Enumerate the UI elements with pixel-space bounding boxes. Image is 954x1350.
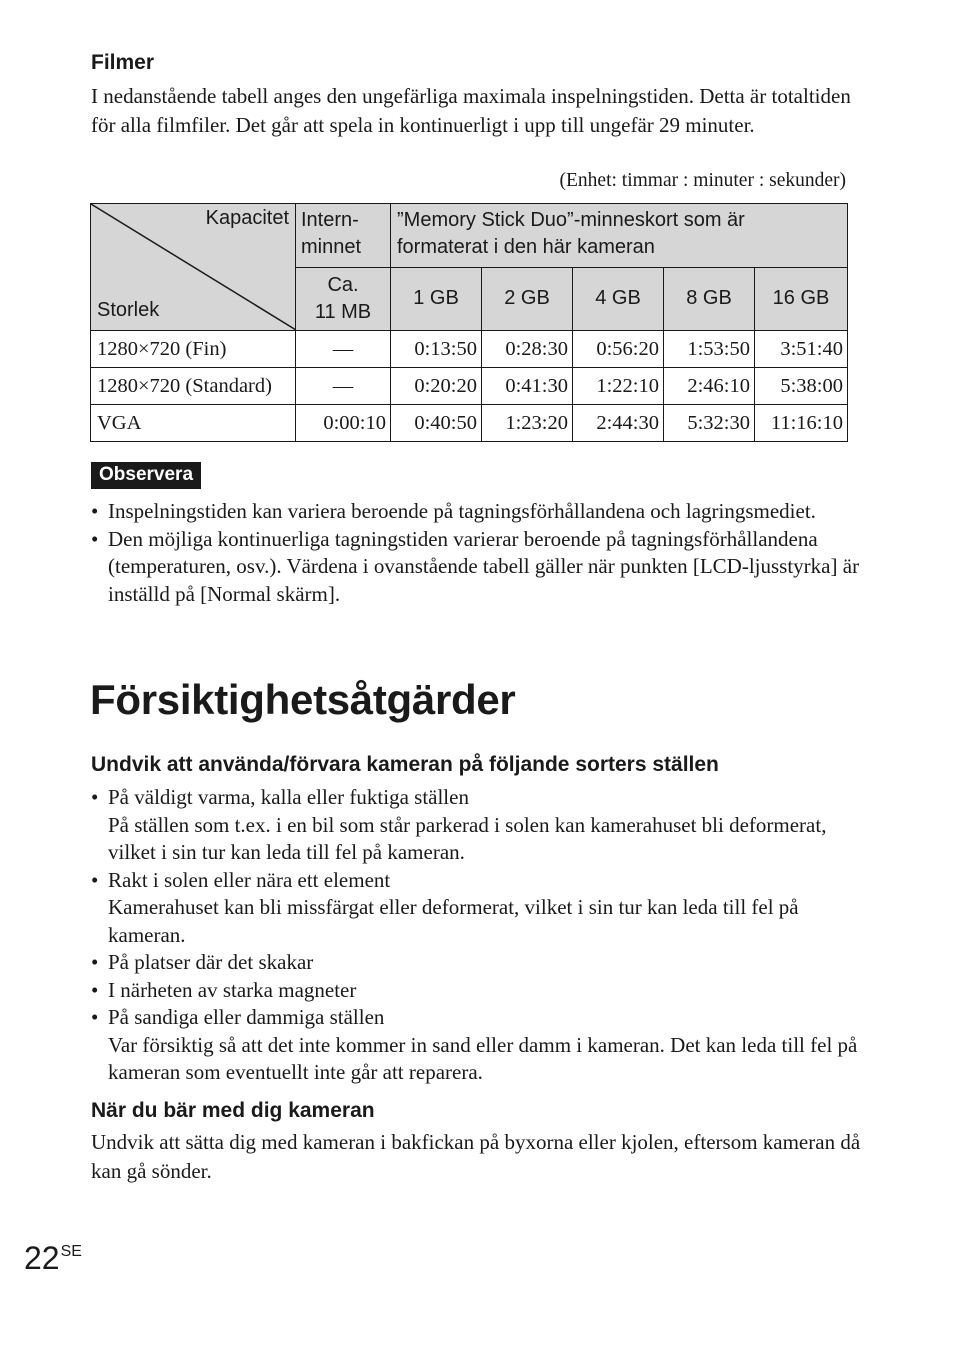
note-list <box>91 498 861 608</box>
corner-label-size: Storlek <box>97 299 160 321</box>
header-internal-capacity: Ca. 11 MB <box>296 267 391 331</box>
table-row <box>91 405 848 442</box>
row-value: 0:40:50 <box>391 405 482 442</box>
row-value: 0:41:30 <box>482 368 573 405</box>
header-internal-memory: Intern- minnet <box>296 204 391 268</box>
section-heading-movies: Filmer <box>91 51 155 74</box>
row-value: 5:38:00 <box>755 368 848 405</box>
row-size: VGA <box>91 405 296 442</box>
list-item: • Rakt i solen eller nära ett element Kamerahuset kan bli missfärgat eller deformerat, vilket i sin tur kan leda till fel på kameran. <box>91 867 861 950</box>
header-capacity: 16 GB <box>755 267 848 331</box>
header-capacity: 8 GB <box>664 267 755 331</box>
row-value: 2:46:10 <box>664 368 755 405</box>
header-capacity: 4 GB <box>573 267 664 331</box>
table-row <box>91 331 848 368</box>
corner-label-capacity: Kapacitet <box>205 207 289 229</box>
row-internal: 0:00:10 <box>296 405 391 442</box>
row-value: 2:44:30 <box>573 405 664 442</box>
row-value: 0:20:20 <box>391 368 482 405</box>
list-item: • På väldigt varma, kalla eller fuktiga ställen På ställen som t.ex. i en bil som står parkerad i solen kan kamerahuset bli deformerat, vilket i sin tur kan leda till fel på kameran. <box>91 784 861 867</box>
row-value: 1:53:50 <box>664 331 755 368</box>
row-value: 0:13:50 <box>391 331 482 368</box>
row-value: 3:51:40 <box>755 331 848 368</box>
list-item: • Den möjliga kontinuerliga tagningstiden varierar beroende på tagningsförhållandena (temperaturen, osv.). Värdena i ovanstående tabell gäller när punkten [LCD-ljusstyrka] är inställd på [Normal skärm]. <box>91 526 861 609</box>
row-value: 1:22:10 <box>573 368 664 405</box>
row-internal: — <box>296 368 391 405</box>
row-internal: — <box>296 331 391 368</box>
table-corner-cell <box>91 204 296 331</box>
list-item: • På sandiga eller dammiga ställen Var försiktig så att det inte kommer in sand eller damm i kameran. Det kan leda till fel på kameran som eventuellt inte går att reparera. <box>91 1004 861 1087</box>
unit-note: (Enhet: timmar : minuter : sekunder) <box>559 170 846 191</box>
page-title: Försiktighetsåtgärder <box>90 676 516 723</box>
list-item: • I närheten av starka magneter <box>91 977 861 1005</box>
language-code: SE <box>60 1243 82 1260</box>
list-item: • På platser där det skakar <box>91 949 861 977</box>
note-label: Observera <box>91 462 201 489</box>
row-value: 5:32:30 <box>664 405 755 442</box>
movies-intro: I nedanstående tabell anges den ungefärliga maximala inspelningstiden. Detta är totaltiden för alla filmfiler. Det går att spela in kontinuerligt i upp till ungefär 29 minuter. <box>91 84 851 137</box>
carry-text: Undvik att sätta dig med kameran i bakfickan på byxorna eller kjolen, eftersom kameran då kan gå sönder. <box>91 1130 861 1183</box>
table-row <box>91 368 848 405</box>
avoid-list <box>91 784 861 1087</box>
header-memory-card: ”Memory Stick Duo”-minneskort som är formaterat i den här kameran <box>391 204 848 268</box>
list-item: • Inspelningstiden kan variera beroende på tagningsförhållandena och lagringsmediet. <box>91 498 861 526</box>
row-size: 1280×720 (Standard) <box>91 368 296 405</box>
row-size: 1280×720 (Fin) <box>91 331 296 368</box>
page-number: $22^{SE}$ <box>24 1240 82 1276</box>
row-value: 0:28:30 <box>482 331 573 368</box>
row-value: 0:56:20 <box>573 331 664 368</box>
row-value: 1:23:20 <box>482 405 573 442</box>
section-heading-carry: När du bär med dig kameran <box>91 1099 375 1122</box>
row-value: 11:16:10 <box>755 405 848 442</box>
header-capacity: 1 GB <box>391 267 482 331</box>
recording-time-table <box>90 203 848 442</box>
section-heading-avoid: Undvik att använda/förvara kameran på följande sorters ställen <box>91 753 719 776</box>
header-capacity: 2 GB <box>482 267 573 331</box>
